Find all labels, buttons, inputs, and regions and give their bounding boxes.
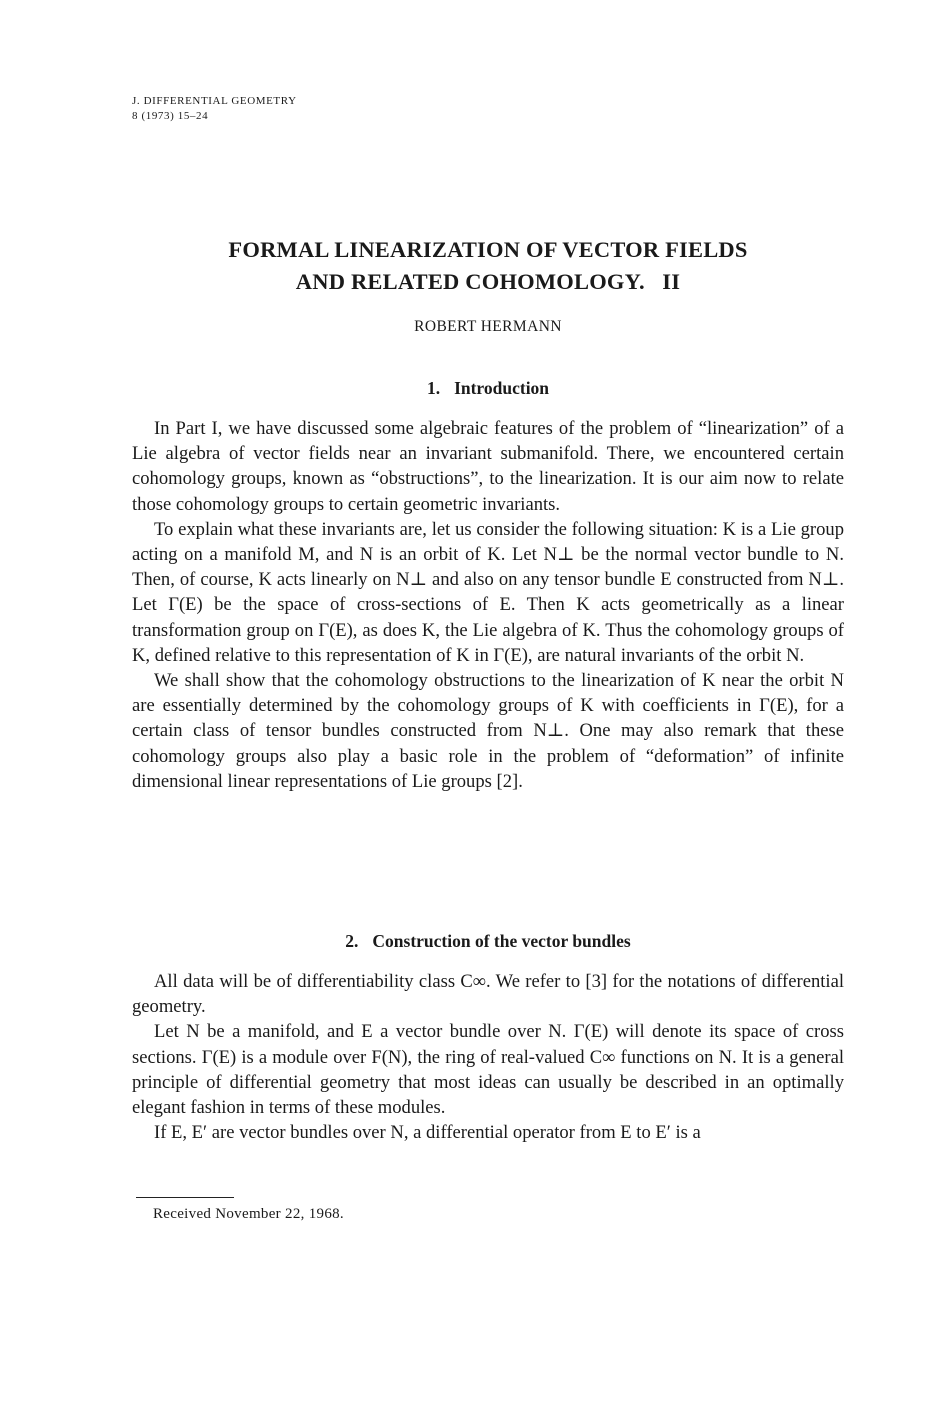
section-number: 2. (345, 931, 359, 951)
paragraph: All data will be of differentiability class C∞. We refer to [3] for the notations of differential geometry. (132, 971, 844, 1018)
footnote: Received November 22, 1968. (153, 1206, 344, 1222)
paragraph: Let N be a manifold, and E a vector bundle over N. Γ(E) will denote its space of cross sections. Γ(E) is a module over F(N), the ring of real-valued C∞ functions on N. It is a general principle of differential geometry that most ideas can usually be described in an optimally elegant fashion in terms of these modules. (132, 1021, 844, 1119)
journal-volume: 8 (1973) 15–24 (132, 110, 209, 122)
section-1-body (132, 416, 844, 794)
title-line-1: FORMAL LINEARIZATION OF VECTOR FIELDS (228, 237, 748, 262)
journal-citation (132, 94, 297, 124)
section-2-heading (132, 931, 844, 952)
journal-name: J. DIFFERENTIAL GEOMETRY (132, 95, 297, 107)
section-2-body (132, 969, 844, 1145)
author-name: ROBERT HERMANN (414, 318, 562, 335)
paragraph: We shall show that the cohomology obstructions to the linearization of K near the orbit N are essentially determined by the cohomology groups of K with coefficients in Γ(E), for a certain class of tensor bundles constructed from N⊥. One may also remark that these cohomology groups also play a basic role in the problem of “deformation” of infinite dimensional linear representations of Lie groups [2]. (132, 670, 844, 792)
section-number: 1. (426, 378, 441, 398)
section-title: Introduction (454, 378, 550, 398)
paragraph: If E, E′ are vector bundles over N, a differential operator from E to E′ is a (154, 1122, 701, 1144)
section-1-heading (132, 378, 844, 399)
title-line-2: AND RELATED COHOMOLOGY. II (295, 269, 681, 294)
paper-title (132, 234, 844, 298)
section-title: Construction of the vector bundles (372, 931, 631, 951)
footnote-rule (136, 1197, 234, 1198)
paragraph: To explain what these invariants are, let us consider the following situation: K is a Lie group acting on a manifold M, and N is an orbit of K. Let N⊥ be the normal vector bundle to N. Then, of course, K acts linearly on N⊥ and also on any tensor bundle E constructed from N⊥. Let Γ(E) be the space of cross-sections of E. Then K acts geometrically as a linear transformation group on Γ(E), as does K, the Lie algebra of K. Thus the cohomology groups of K, defined relative to this representation of K in Γ(E), are natural invariants of the orbit N. (132, 518, 844, 666)
paragraph: In Part I, we have discussed some algebraic features of the problem of “linearization” of a Lie algebra of vector fields near an invariant submanifold. There, we encountered certain cohomology groups, known as “obstructions”, to the linearization. It is our aim now to relate those cohomology groups to certain geometric invariants. (132, 418, 844, 515)
